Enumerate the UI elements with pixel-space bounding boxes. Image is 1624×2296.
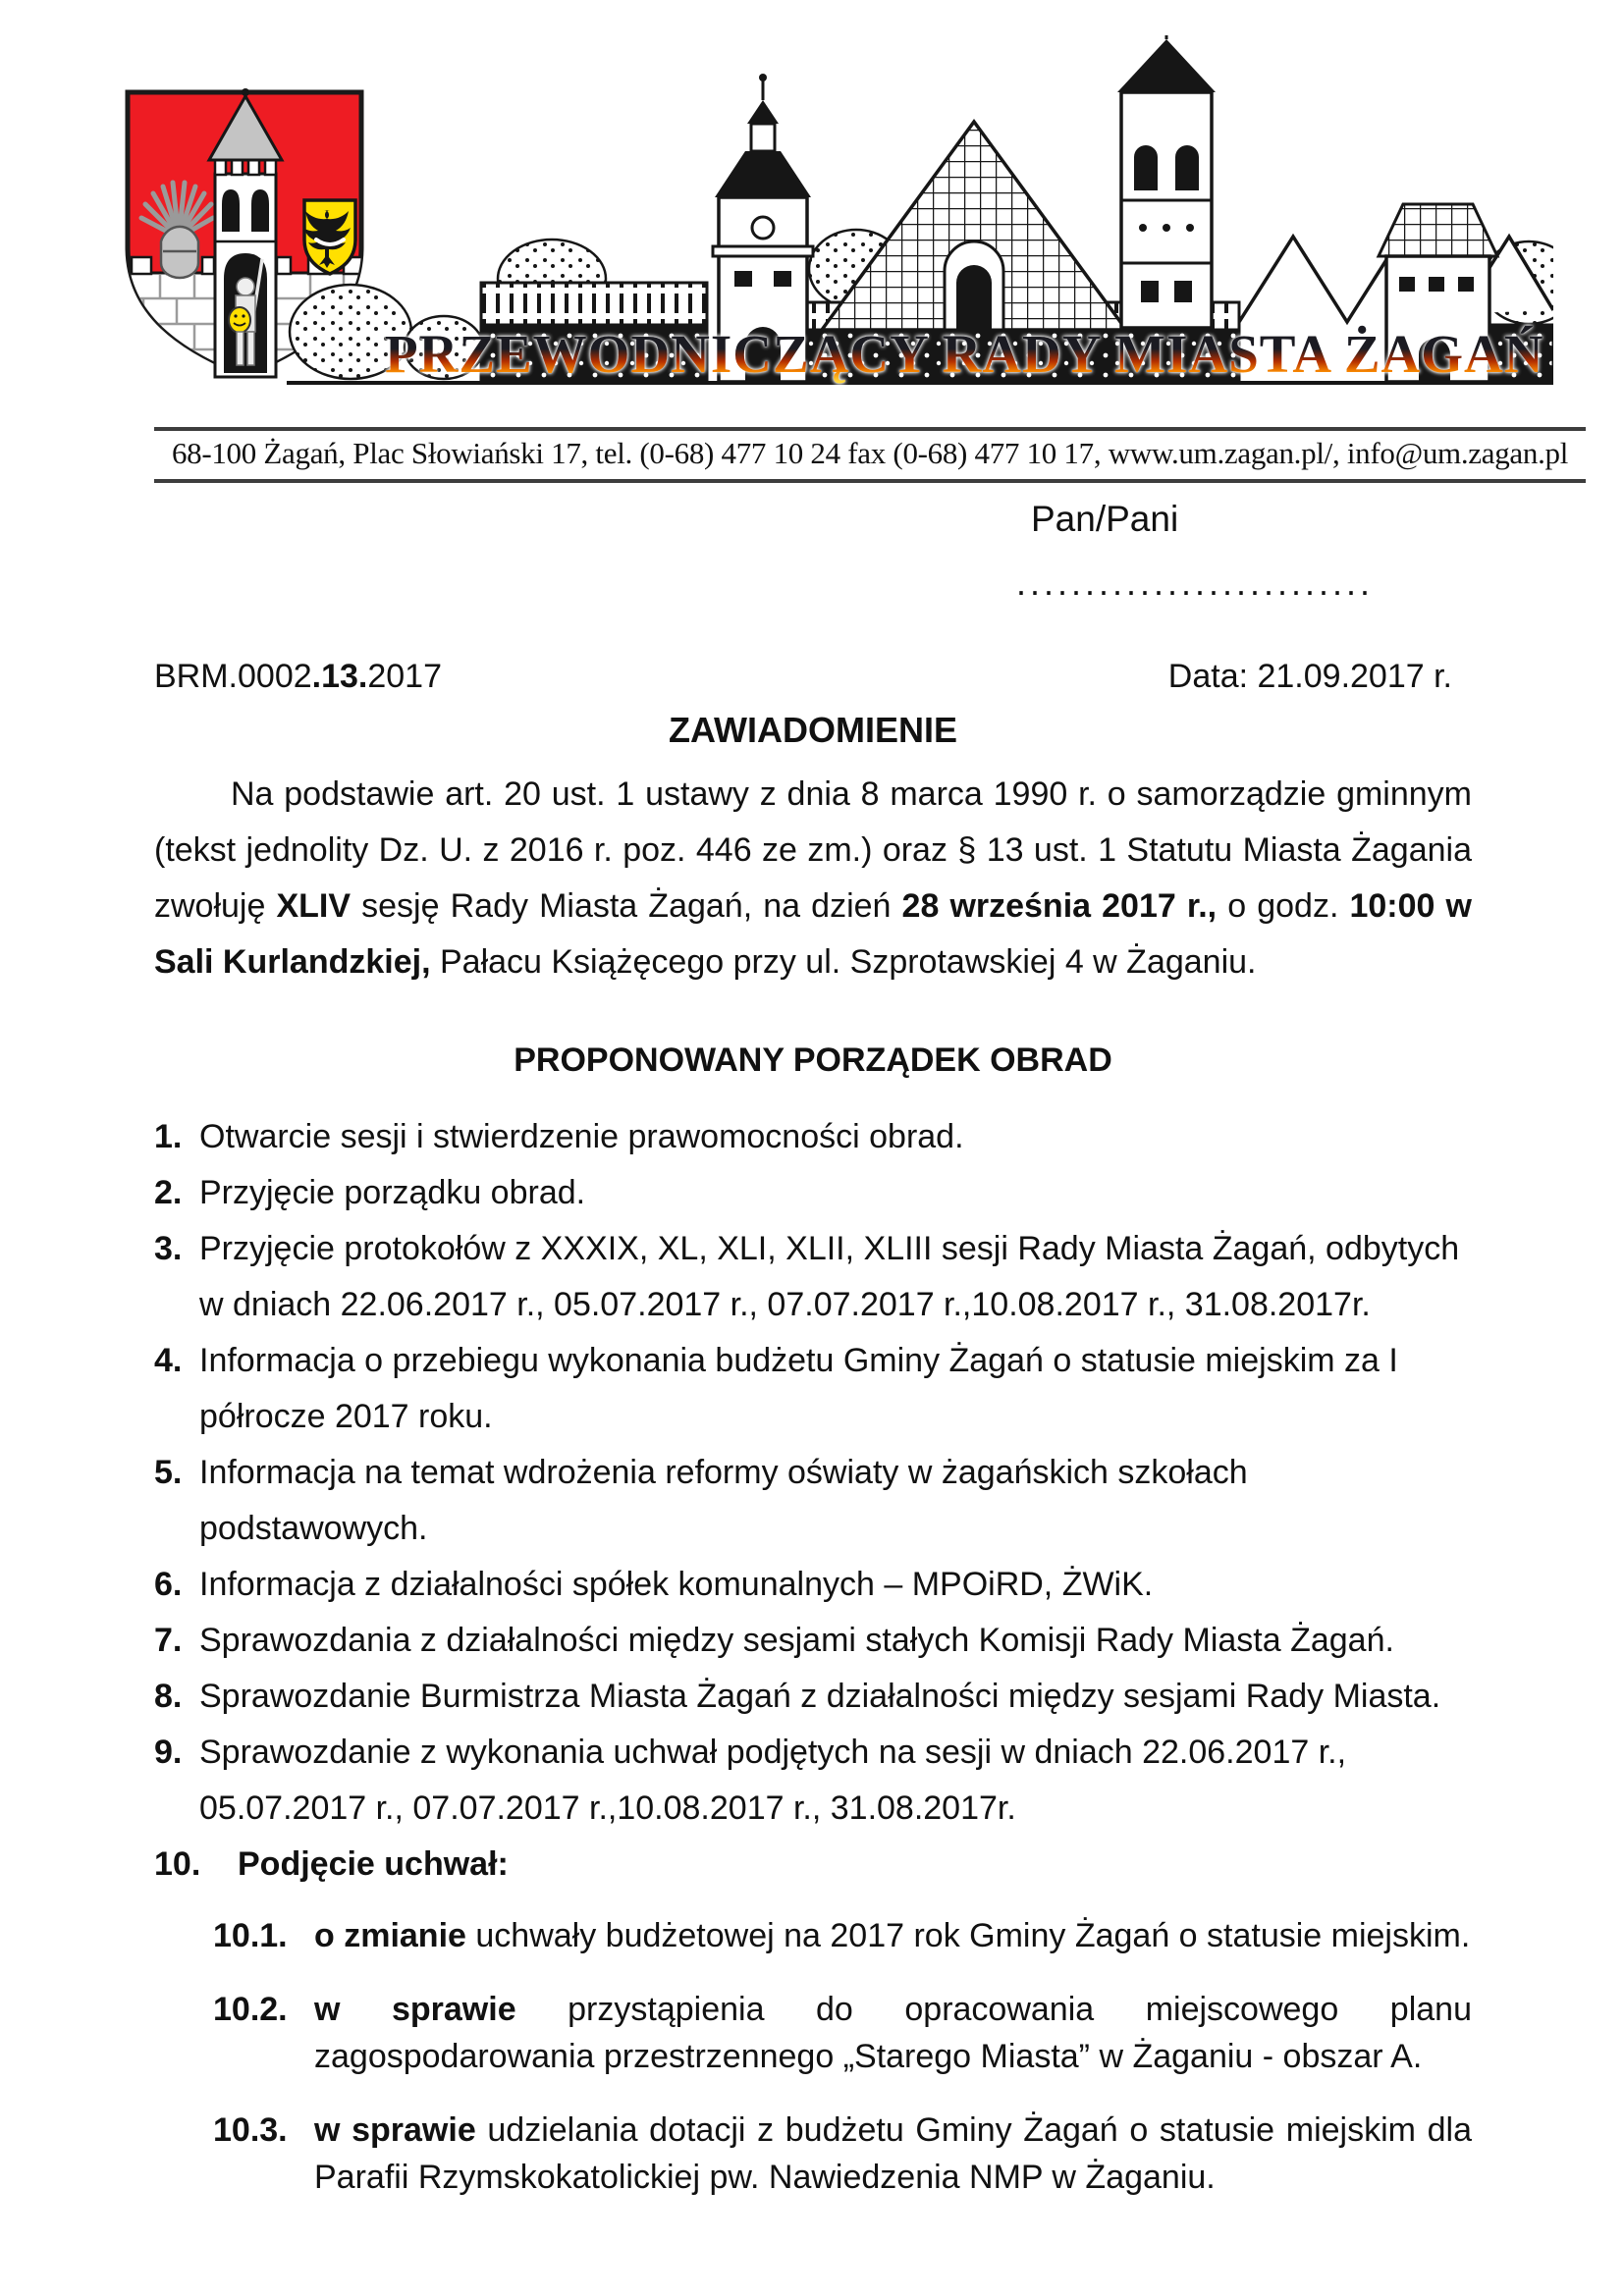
reference-row	[154, 658, 1472, 696]
agenda-list	[154, 1109, 1472, 2201]
agenda-item-number: 7.	[154, 1622, 183, 1659]
agenda-item-number: 5.	[154, 1454, 183, 1491]
agenda-subitem-text: w sprawie udzielania dotacji z budżetu Gminy Żagań o statusie miejskim dla Parafii Rzymskokatolickiej pw. Nawiedzenia NMP w Żaganiu.	[314, 2111, 1472, 2196]
agenda-item-text: Sprawozdania z działalności między sesjami stałych Komisji Rady Miasta Żagań.	[199, 1622, 1394, 1659]
reference-number: BRM.0002.13.2017	[154, 658, 442, 695]
agenda-item-text: Sprawozdanie z wykonania uchwał podjętych na sesji w dniach 22.06.2017 r., 05.07.2017 r., 07.07.2017 r.,10.08.2017 r., 31.08.2017r.	[199, 1734, 1347, 1827]
agenda-subitem	[213, 1912, 1472, 1959]
letter-body	[154, 499, 1472, 2227]
recipient-dotted-line: ..........................	[1016, 562, 1375, 603]
agenda-item-text: Przyjęcie protokołów z XXXIX, XL, XLI, XLII, XLIII sesji Rady Miasta Żagań, odbytych w dniach 22.06.2017 r., 05.07.2017 r., 07.07.2017 r.,10.08.2017 r., 31.08.2017r.	[199, 1230, 1460, 1323]
agenda-item-text: Informacja na temat wdrożenia reformy oświaty w żagańskich szkołach podstawowych.	[199, 1454, 1248, 1547]
agenda-subitems	[213, 1912, 1472, 2201]
agenda-item-number: 6.	[154, 1566, 183, 1603]
agenda-item-number: 4.	[154, 1342, 183, 1379]
agenda-item	[154, 1221, 1472, 1333]
agenda-item-number: 9.	[154, 1734, 183, 1771]
church-gable	[822, 122, 1126, 330]
agenda-item-text: Sprawozdanie Burmistrza Miasta Żagań z działalności między sesjami Rady Miasta.	[199, 1678, 1441, 1715]
agenda-heading: PROPONOWANY PORZĄDEK OBRAD	[514, 1041, 1112, 1079]
agenda-subitem-number: 10.3.	[213, 2111, 288, 2149]
agenda-subitem-number: 10.1.	[213, 1917, 288, 1954]
agenda-item	[154, 1613, 1472, 1669]
org-title: PRZEWODNICZĄCY RADY MIASTA ŻAGAŃ	[385, 324, 1544, 384]
agenda-item-text: Podjęcie uchwał:	[238, 1845, 509, 1883]
agenda-item	[154, 1109, 1472, 1165]
agenda-item-text: Otwarcie sesji i stwierdzenie prawomocności obrad.	[199, 1118, 964, 1155]
agenda-item	[154, 1445, 1472, 1557]
agenda-subitem	[213, 2107, 1472, 2201]
agenda-item	[154, 1557, 1472, 1613]
agenda-subitem-text: w sprawie przystąpienia do opracowania miejscowego planu zagospodarowania przestrzennego „Starego Miasta” w Żaganiu - obszar A.	[314, 1991, 1472, 2075]
intro-paragraph: Na podstawie art. 20 ust. 1 ustawy z dnia 8 marca 1990 r. o samorządzie gminnym (tekst jednolity Dz. U. z 2016 r. poz. 446 ze zm.) oraz § 13 ust. 1 Statutu Miasta Żagania zwołuję XLIV sesję Rady Miasta Żagań, na dzień 28 września 2017 r., o godz. 10:00 w Sali Kurlandzkiej, Pałacu Książęcego przy ul. Szprotawskiej 4 w Żaganiu.	[154, 775, 1472, 981]
agenda-item-text: Informacja o przebiegu wykonania budżetu Gminy Żagań o statusie miejskim za I półrocze 2017 roku.	[199, 1342, 1398, 1435]
recipient-label: Pan/Pani	[1031, 499, 1179, 539]
agenda-item-text: Przyjęcie porządku obrad.	[199, 1174, 586, 1211]
agenda-subitem	[213, 1986, 1472, 2080]
address-line: 68-100 Żagań, Plac Słowiański 17, tel. (0-68) 477 10 24 fax (0-68) 477 10 17, www.um.zagan.pl/, info@um.zagan.pl	[171, 436, 1569, 470]
agenda-item-number: 2.	[154, 1174, 183, 1211]
agenda-subitem-text: o zmianie uchwały budżetowej na 2017 rok Gminy Żagań o statusie miejskim.	[314, 1917, 1471, 1954]
agenda-item-number: 8.	[154, 1678, 183, 1715]
agenda-item-number: 3.	[154, 1230, 183, 1267]
agenda-item	[154, 1333, 1472, 1445]
agenda-item	[154, 1165, 1472, 1221]
document-date: Data: 21.09.2017 r.	[1167, 658, 1452, 695]
agenda-item-10	[154, 1837, 1472, 1893]
church-tower	[1117, 35, 1216, 328]
agenda-item	[154, 1669, 1472, 1725]
notice-title: ZAWIADOMIENIE	[669, 710, 957, 750]
agenda-subitem-number: 10.2.	[213, 1991, 288, 2028]
address-bar	[154, 427, 1586, 483]
agenda-item-number: 10.	[154, 1845, 201, 1883]
agenda-item	[154, 1725, 1472, 1837]
agenda-item-text: Informacja z działalności spółek komunalnych – MPOiRD, ŻWiK.	[199, 1566, 1154, 1603]
agenda-item-number: 1.	[154, 1118, 183, 1155]
